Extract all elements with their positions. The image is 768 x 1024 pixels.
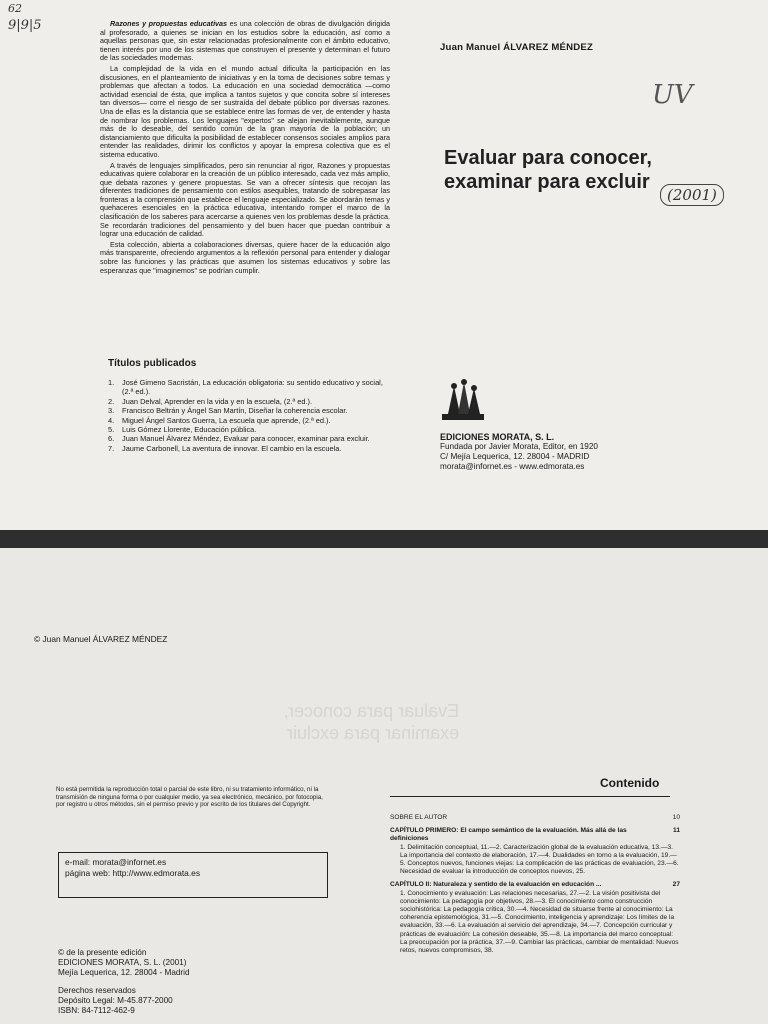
contact-email: e-mail: morata@infornet.es xyxy=(65,857,167,867)
handwritten-year: (2001) xyxy=(660,184,724,206)
series-name: Razones y propuestas educativas xyxy=(110,19,228,28)
title-line-1: Evaluar para conocer, xyxy=(444,147,652,169)
edition-line: Mejía Lequerica, 12. 28004 - Madrid xyxy=(58,968,190,977)
edition-info xyxy=(58,948,190,1016)
toc-entry: CAPÍTULO PRIMERO: El campo semántico de la evaluación. Más allá de las definiciones 11 xyxy=(390,827,680,843)
publisher-founded: Fundada por Javier Morata, Editor, en 1920 xyxy=(440,442,598,451)
list-item: 4. Miguel Ángel Santos Guerra, La escuela que aprende, (2.ª ed.). xyxy=(108,415,331,425)
publisher-info xyxy=(440,432,598,472)
toc-entry: SOBRE EL AUTOR 10 xyxy=(390,814,680,821)
edition-line: © de la presente edición xyxy=(58,948,147,957)
series-paragraph-4: Esta colección, abierta a colaboraciones diversas, quiere hacer de la educación algo más transparente, ofreciendo argumentos a la reflexión personal para entender y dialogar sobre las funciones y las prácticas que asumen los sistemas educativos y sobre las esperanzas que "imaginemos" se podrían cumplir. xyxy=(100,239,390,275)
toc-entry: CAPÍTULO II: Naturaleza y sentido de la evaluación en educación ... 27 xyxy=(390,881,680,889)
published-titles-list xyxy=(108,378,393,453)
list-item: 6. Juan Manuel Álvarez Méndez, Evaluar para conocer, examinar para excluir. xyxy=(108,434,370,444)
rights-notice: No está permitida la reproducción total o parcial de este libro, ni su tratamiento informático, ni la transmisión de ninguna forma o por cualquier medio, ya sea electrónico, mecánico, por fotocopia, por registro u otros métodos, sin el permiso previo y por escrito de los titulares del Copyright. xyxy=(56,786,323,809)
legal-deposit: Depósito Legal: M-45.877-2000 xyxy=(58,996,173,1005)
published-titles-heading: Títulos publicados xyxy=(108,358,197,369)
isbn: ISBN: 84-7112-462-9 xyxy=(58,1006,135,1015)
contents-rule xyxy=(390,796,670,797)
publisher-address: C/ Mejía Lequerica, 12. 28004 - MADRID xyxy=(440,452,590,461)
edition-line: EDICIONES MORATA, S. L. (2001) xyxy=(58,958,187,967)
page-gap xyxy=(0,530,768,548)
series-paragraph-2: La complejidad de la vida en el mundo actual dificulta la participación en las discusiones, en el planteamiento de iniciativas y en la toma de decisiones sobre temas y problemas que afectan a todos. La educación en una sociedad democrática —como actividad esencial de ésta, que implica a tantos sujetos y que concita sobre sí intereses tan diversos— corre el riesgo de ser sustraída del debate público por diversas razones. Una de ellas es la distancia que se establece entre las formas de ver, de entender y hasta de nombrar los problemas. Los lenguajes "expertos" se alejan inevitablemente, aunque más de lo deseable, del sentido común de la gran mayoría de la población; un distanciamiento que dificulta la posibilidad de establecer consensos sociales amplios para entender las realidades, dirimir los conflictos y apoyar la empresa colectiva que es el sistema educativo. xyxy=(100,63,390,159)
handwritten-date: 9|9|5 xyxy=(8,18,42,33)
contents-heading: Contenido xyxy=(600,776,660,790)
list-item: 7. Jaume Carbonell, La aventura de innovar. El cambio en la escuela. xyxy=(108,443,342,453)
series-paragraph-3: A través de lenguajes simplificados, pero sin renunciar al rigor, Razones y propuestas educativas quiere colaborar en la creación de un público interesado, cada vez más amplio, que debata razones y genere propuestas. Se van a ofrecer síntesis que recojan las diferentes tradiciones de pensamiento con estilos asequibles, tratando de sobrepasar las fronteras a la comprensión que establece el lenguaje especializado. Se abordarán temas y quehaceres esenciales en la práctica educativa, intentando romper el marco de la clasificación de los saberes para acercarse a quienes ven los problemas desde la práctica. Se recordarán tradiciones del pensamiento y del buen hacer que puedan contribuir a lograr una educación de calidad. xyxy=(100,160,390,239)
series-description xyxy=(100,20,390,277)
handwritten-number: 62 xyxy=(8,2,22,15)
series-paragraph-1: es una colección de obras de divulgación dirigida al profesorado, a quienes se inician en los estudios sobre la educación, así como a aquellas personas que, sin estar relacionadas profesionalmente con el ámbito educativo, tienen interés por uno de los sistemas que construyen el presente y determinan el futuro de las sociedades modernas. xyxy=(100,19,390,63)
contact-box xyxy=(58,852,328,898)
publisher-logo-icon xyxy=(440,378,486,429)
publisher-contact: morata@infornet.es - www.edmorata.es xyxy=(440,462,585,471)
copyright-author: © Juan Manuel ÁLVAREZ MÉNDEZ xyxy=(34,634,168,644)
list-item: 2. Juan Delval, Aprender en la vida y en la escuela, (2.ª ed.). xyxy=(108,396,313,406)
table-of-contents xyxy=(390,814,680,955)
toc-subentries: 1. Delimitación conceptual, 11.—2. Caracterización global de la evaluación educativa, 13.—3. La importancia del contexto de elaboración, 17.—4. Dualidades en torno a la evaluación, 19.—5. Conceptos nuevos, funciones viejas: La complicación de las prácticas de evaluación, 23.—6. Necesidad de evaluar la introducción de conceptos nuevos, 25. xyxy=(400,843,679,876)
bleed-through-text: Evaluar para conocer, examinar para excluir xyxy=(284,701,460,743)
book-title xyxy=(444,146,652,194)
list-item: 3. Francisco Beltrán y Ángel San Martín, Diseñar la coherencia escolar. xyxy=(108,406,348,416)
list-item: 5. Luis Gómez Llorente, Educación pública. xyxy=(108,425,257,435)
rights-reserved: Derechos reservados xyxy=(58,986,136,995)
toc-subentries: 1. Conocimiento y evaluación: Las relaciones necesarias, 27.—2. La visión positivista del conocimiento: La pedagogía por objetivos, 28.—3. El conocimiento como construcción sociohistórica: La pedagogía crítica, 30.—4. Necesidad de situarse frente al conocimiento: La coherencia epistemológica, 31.—5. Conocimiento, inteligencia y aprendizaje: Los límites de la evaluación, 33.—6. La evaluación al servicio del aprendizaje, 34.—7. Concepción curricular y prácticas de evaluación: La cohesión deseable, 35.—8. La importancia del marco conceptual: La preocupación por la práctica, 37.—9. Cambiar las prácticas, cambiar de mentalidad: Nuevos retos, nuevos compromisos, 38. xyxy=(400,889,679,955)
handwritten-mark: UV xyxy=(652,80,693,110)
publisher-name: EDICIONES MORATA, S. L. xyxy=(440,432,555,442)
title-line-2: examinar para excluir xyxy=(444,171,650,193)
contact-web: página web: http://www.edmorata.es xyxy=(65,868,201,878)
list-item: 1. José Gimeno Sacristán, La educación obligatoria: su sentido educativo y social, (2.ª ed.). xyxy=(108,378,383,397)
cover-author: Juan Manuel ÁLVAREZ MÉNDEZ xyxy=(440,42,594,53)
